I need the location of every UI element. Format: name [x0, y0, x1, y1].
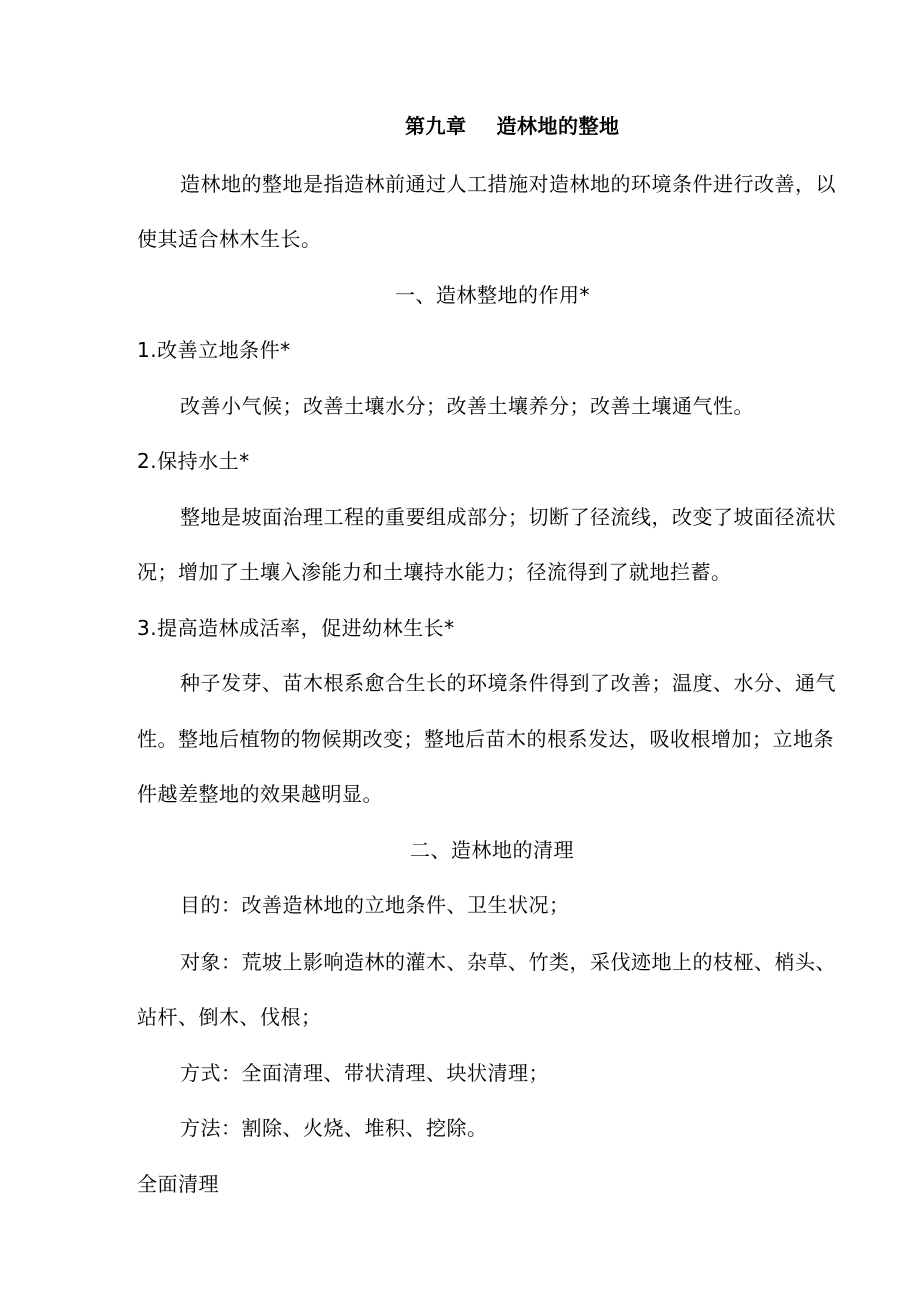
object-line-2: 站杆、倒木、伐根；: [137, 1005, 322, 1029]
section-2-heading: 二、造林地的清理: [410, 838, 574, 862]
object-line-1: 对象：荒坡上影响造林的灌木、杂草、竹类，采伐迹地上的枝桠、梢头、: [180, 950, 836, 974]
item-2-title: 2.保持水土*: [137, 449, 250, 473]
item-3-body-line-1: 种子发芽、苗木根系愈合生长的环境条件得到了改善；温度、水分、通气: [180, 671, 836, 695]
purpose-line: 目的：改善造林地的立地条件、卫生状况；: [180, 893, 570, 917]
intro-paragraph-line-1: 造林地的整地是指造林前通过人工措施对造林地的环境条件进行改善，以: [180, 172, 836, 196]
item-3-title: 3.提高造林成活率，促进幼林生长*: [137, 616, 455, 640]
chapter-name: 造林地的整地: [496, 114, 620, 138]
item-2-body-line-1: 整地是坡面治理工程的重要组成部分；切断了径流线，改变了坡面径流状: [180, 505, 836, 529]
mode-line: 方式：全面清理、带状清理、块状清理；: [180, 1061, 549, 1085]
item-3-body-line-3: 件越差整地的效果越明显。: [137, 782, 383, 806]
subheading-full-clearing: 全面清理: [137, 1172, 219, 1196]
intro-paragraph-line-2: 使其适合林木生长。: [137, 227, 322, 251]
section-1-heading: 一、造林整地的作用*: [395, 283, 590, 307]
method-line: 方法：割除、火烧、堆积、挖除。: [180, 1116, 488, 1140]
item-1-title: 1.改善立地条件*: [137, 338, 291, 362]
chapter-title: [405, 112, 620, 140]
chapter-number: 第九章: [405, 114, 467, 138]
item-2-body-line-2: 况；增加了土壤入渗能力和土壤持水能力；径流得到了就地拦蓄。: [137, 560, 732, 584]
item-1-body: 改善小气候；改善土壤水分；改善土壤养分；改善土壤通气性。: [180, 394, 754, 418]
item-3-body-line-2: 性。整地后植物的物候期改变；整地后苗木的根系发达，吸收根增加；立地条: [137, 727, 834, 751]
